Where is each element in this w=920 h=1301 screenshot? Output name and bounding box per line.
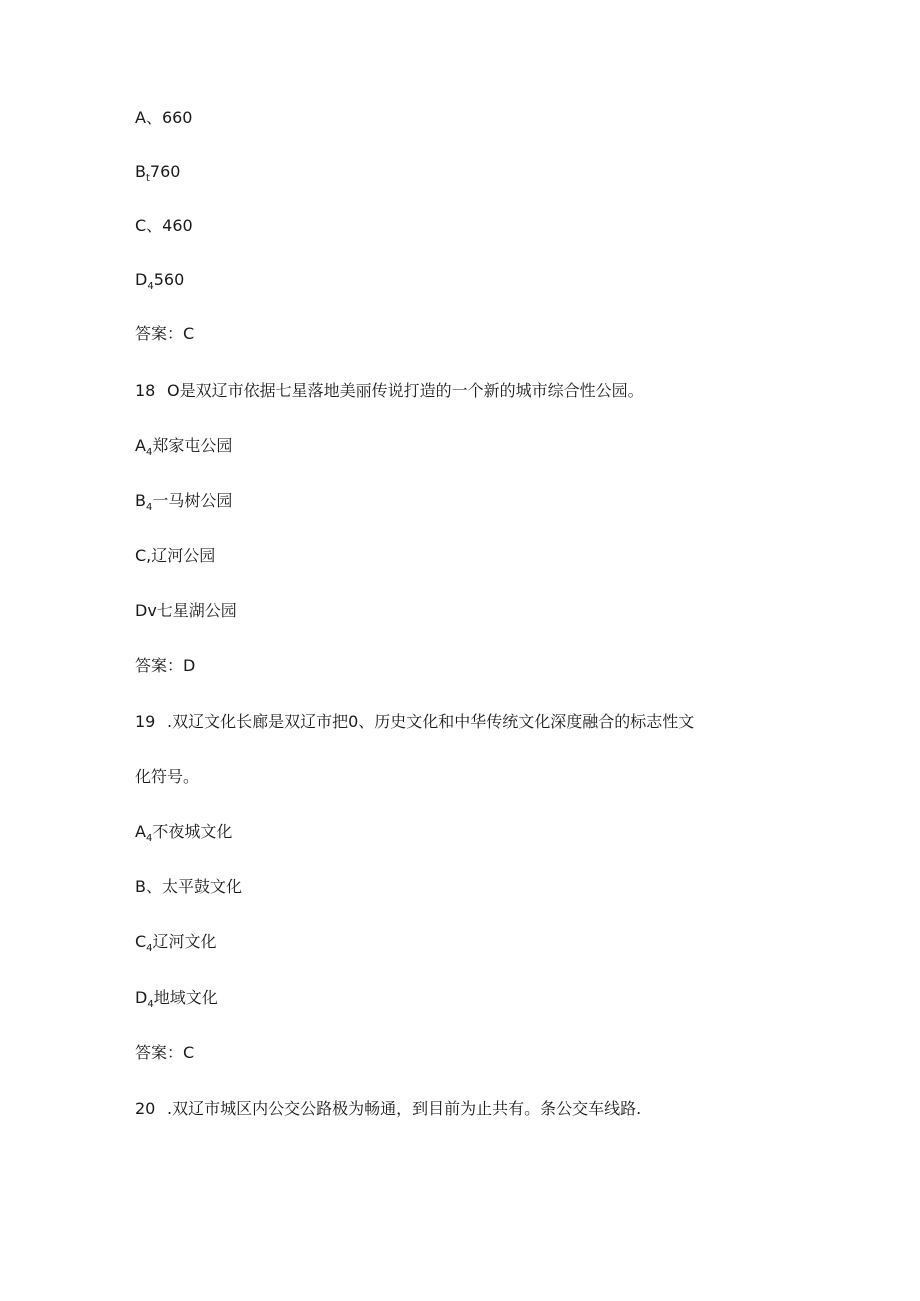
q19-option-d: $D_4$地域文化: [135, 988, 218, 1010]
q20-question: 20 .双辽市城区内公交公路极为畅通，到目前为止共有。条公交车线路.: [135, 1099, 642, 1118]
q18-answer: 答案：D: [135, 656, 196, 675]
q18-option-b: $B_4$一马树公园: [135, 491, 233, 513]
question-number: 19: [135, 712, 156, 731]
q19-answer: 答案：C: [135, 1043, 195, 1062]
q17-answer: 答案：C: [135, 324, 195, 343]
q19-question-line2: 化符号。: [135, 767, 200, 786]
q17-option-d: $D_4560$: [135, 270, 185, 292]
q19-option-a: $A_4$不夜城文化: [135, 822, 233, 844]
q17-option-a: A、660: [135, 108, 193, 127]
q19-option-c: $C_4$辽河文化: [135, 932, 217, 954]
question-number: 20: [135, 1099, 156, 1118]
q18-option-c: C,辽河公园: [135, 546, 216, 565]
q17-option-b: $B_t760$: [135, 162, 181, 184]
q18-option-a: $A_4$郑家屯公园: [135, 436, 233, 458]
q19-option-b: B、太平鼓文化: [135, 877, 242, 896]
q19-question-line1: 19 .双辽文化长廊是双辽市把0、历史文化和中华传统文化深度融合的标志性文: [135, 712, 695, 731]
q17-option-c: C、460: [135, 216, 193, 235]
question-number: 18: [135, 381, 156, 400]
q18-option-d: Dv七星湖公园: [135, 601, 237, 620]
q18-question: 18 O是双辽市依据七星落地美丽传说打造的一个新的城市综合性公园。: [135, 381, 644, 400]
